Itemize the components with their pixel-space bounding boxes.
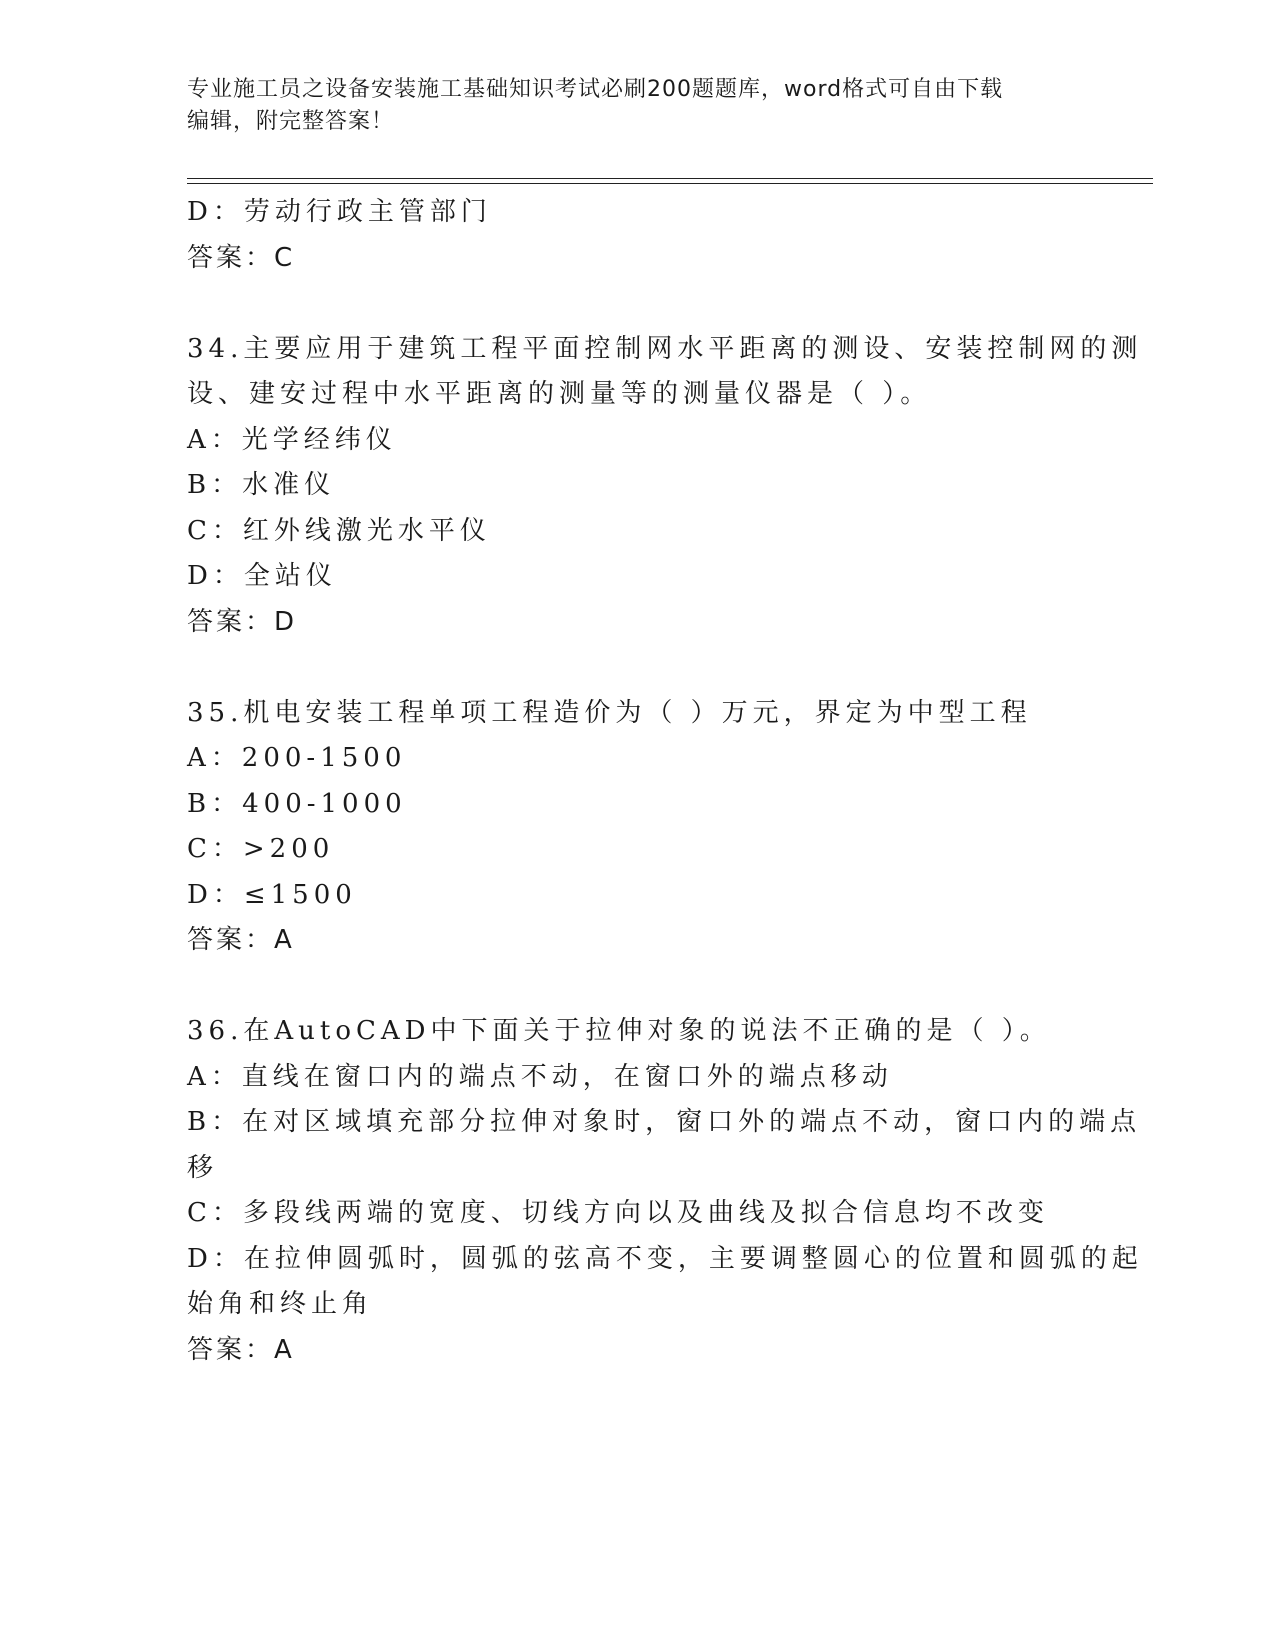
header-divider-top <box>187 178 1153 179</box>
question-block-34 <box>187 327 1143 646</box>
header-divider-bottom <box>187 183 1153 184</box>
option-b: B：在对区域填充部分拉伸对象时，窗口外的端点不动，窗口内的端点 <box>187 1107 1142 1137</box>
question-text: 35.机电安装工程单项工程造价为（ ）万元，界定为中型工程 <box>187 697 1032 728</box>
question-text-continued: 设、建安过程中水平距离的测量等的测量仪器是（ ）。 <box>187 379 932 409</box>
option-d-continued: 始角和终止角 <box>187 1289 374 1319</box>
question-list <box>187 190 1143 1373</box>
option-b: B：水准仪 <box>187 470 336 500</box>
question-block-36 <box>187 1009 1143 1373</box>
option-b-continued: 移 <box>187 1152 219 1183</box>
document-header <box>187 74 1067 138</box>
option-d: D：劳动行政主管部门 <box>187 197 492 227</box>
spacer <box>187 281 1087 327</box>
option-b: B：400-1000 <box>187 788 407 819</box>
question-block-35 <box>187 691 1087 964</box>
answer-line: 答案：C <box>187 242 296 273</box>
question-text: 34.主要应用于建筑工程平面控制网水平距离的测设、安装控制网的测 <box>187 333 1143 364</box>
option-c: C：多段线两端的宽度、切线方向以及曲线及拟合信息均不改变 <box>187 1198 1049 1228</box>
header-title-line-2: 编辑，附完整答案！ <box>187 109 395 134</box>
option-c: C：>200 <box>187 834 335 864</box>
option-d: D：在拉伸圆弧时，圆弧的弦高不变，主要调整圆心的位置和圆弧的起 <box>187 1243 1143 1274</box>
option-a: A：200-1500 <box>187 743 407 773</box>
spacer <box>187 645 1087 691</box>
spacer <box>187 964 1087 1010</box>
question-block-33-tail <box>187 190 1087 281</box>
option-d: D：全站仪 <box>187 561 337 591</box>
header-title-line-1: 专业施工员之设备安装施工基础知识考试必刷200题题库，word格式可自由下载 <box>187 77 1004 102</box>
option-c: C：红外线激光水平仪 <box>187 515 491 546</box>
answer-line: 答案：A <box>187 1334 295 1365</box>
question-text: 36.在AutoCAD中下面关于拉伸对象的说法不正确的是（ ）。 <box>187 1016 1051 1046</box>
answer-line: 答案：D <box>187 606 298 637</box>
option-a: A：直线在窗口内的端点不动，在窗口外的端点移动 <box>187 1061 893 1092</box>
option-d: D：≤1500 <box>187 879 357 910</box>
answer-line: 答案：A <box>187 925 295 955</box>
option-a: A：光学经纬仪 <box>187 424 397 455</box>
